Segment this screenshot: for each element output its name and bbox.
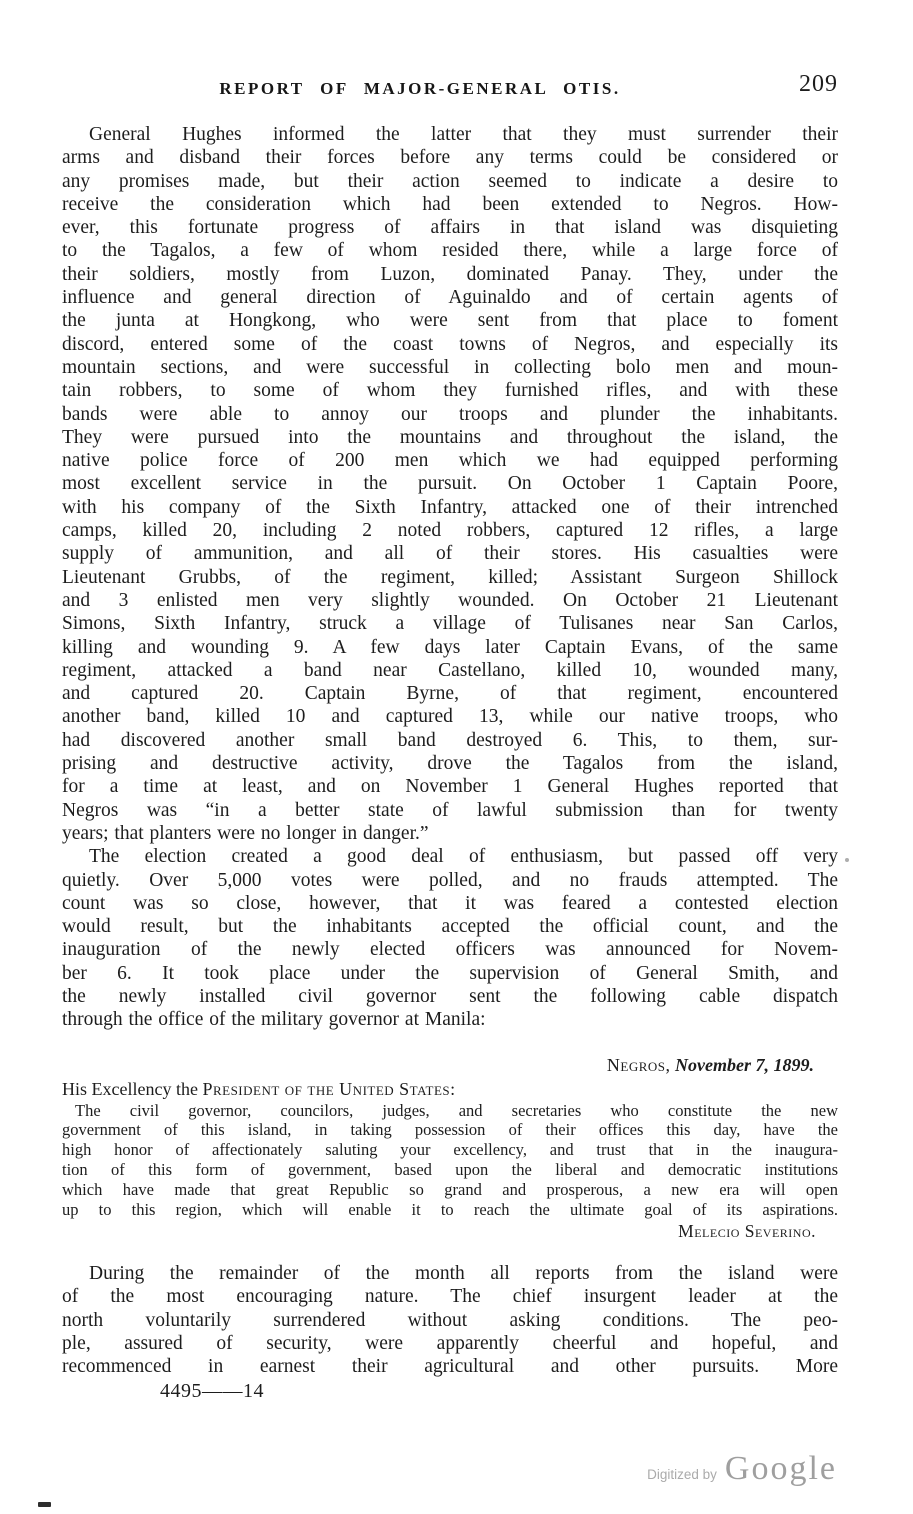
scan-artifact-dash (38, 1502, 51, 1507)
page-number: 209 (799, 71, 838, 97)
letter-salutation (62, 1078, 838, 1100)
text-line: north voluntarily surrendered without asking conditions. The peo- (62, 1309, 838, 1331)
paragraph-remainder-of-month (62, 1262, 838, 1378)
text-line: and captured 20. Captain Byrne, of that regiment, encountered (62, 683, 838, 705)
text-line: arms and disband their forces before any terms could be considered or (62, 147, 838, 169)
text-line: high honor of affectionately saluting your excellency, and trust that in the inaugura- (62, 1140, 838, 1160)
letter-signature: Melecio Severino. (678, 1221, 816, 1242)
cable-dispatch (62, 1054, 838, 1242)
text-line: ber 6. It took place under the supervision of General Smith, and (62, 962, 838, 984)
printer-signature-mark: 4495——14 (160, 1379, 264, 1402)
text-line: Negros was “in a better state of lawful submission than for twenty (62, 799, 838, 821)
text-line: influence and general direction of Aguinaldo and of certain agents of (62, 287, 838, 309)
letter-dateline (62, 1054, 838, 1076)
text-line: count was so close, however, that it was feared a contested election (62, 892, 838, 914)
text-line: During the remainder of the month all reports from the island were (89, 1263, 838, 1285)
letter-dateline-date: November 7, 1899. (675, 1054, 814, 1075)
text-line: receive the consideration which had been extended to Negros. How- (62, 193, 838, 215)
text-line: General Hughes informed the latter that they must surrender their (89, 124, 838, 145)
google-logo: Google (724, 1450, 837, 1487)
letter-salutation-prefix: His Excellency the (62, 1078, 198, 1099)
text-line: native police force of 200 men which we had equipped performing (62, 450, 838, 472)
text-line: inauguration of the newly elected officers was announced for Novem- (62, 939, 838, 961)
text-line: discord, entered some of the coast towns of Negros, and especially its (62, 333, 838, 355)
text-line: regiment, attacked a band near Castellano, killed 10, wounded many, (62, 659, 838, 681)
text-line: The election created a good deal of enthusiasm, but passed off very (89, 846, 838, 868)
letter-salutation-addressee: President of the United States: (202, 1078, 456, 1099)
text-line: bands were able to annoy our troops and plunder the inhabitants. (62, 403, 838, 425)
text-block (62, 70, 838, 1403)
page-header (62, 70, 838, 107)
scan-artifact-dot (845, 858, 849, 862)
digitized-by-google-watermark (647, 1450, 837, 1488)
text-line: years; that planters were no longer in danger.” (62, 822, 429, 844)
text-line: mountain sections, and were successful in collecting bolo men and moun- (62, 356, 838, 378)
text-line: The civil governor, councilors, judges, and secretaries who constitute the new (75, 1100, 838, 1120)
text-line: Simons, Sixth Infantry, struck a village of Tulisanes near San Carlos, (62, 613, 838, 635)
text-line: through the office of the military governor at Manila: (62, 1009, 486, 1031)
text-line: the junta at Hongkong, who were sent from that place to foment (62, 310, 838, 332)
text-line: They were pursued into the mountains and throughout the island, the (62, 426, 838, 448)
text-line: up to this region, which will enable it to reach the ultimate goal of its aspirations. (62, 1200, 838, 1220)
text-line: another band, killed 10 and captured 13, while our native troops, who (62, 706, 838, 728)
text-line: ever, this fortunate progress of affairs in that island was disquieting (62, 217, 838, 239)
text-line: with his company of the Sixth Infantry, attacked one of their intrenched (62, 496, 838, 518)
text-line: government of this island, in taking possession of their offices this day, have the (62, 1120, 838, 1140)
text-line: recommenced in earnest their agricultural and other pursuits. More (62, 1356, 838, 1378)
text-line: of the most encouraging nature. The chief insurgent leader at the (62, 1286, 838, 1308)
text-line: Lieutenant Grubbs, of the regiment, killed; Assistant Surgeon Shillock (62, 566, 838, 588)
text-line: and 3 enlisted men very slightly wounded. On October 21 Lieutenant (62, 589, 838, 611)
text-line: for a time at least, and on November 1 General Hughes reported that (62, 776, 838, 798)
text-line: which have made that great Republic so grand and prosperous, a new era will open (62, 1180, 838, 1200)
text-line: had discovered another small band destroyed 6. This, to them, sur- (62, 729, 838, 751)
text-line: camps, killed 20, including 2 noted robbers, captured 12 rifles, a large (62, 520, 838, 542)
text-line: the newly installed civil governor sent the following cable dispatch (62, 985, 838, 1007)
text-line: to the Tagalos, a few of whom resided there, while a large force of (62, 240, 838, 262)
letter-body (62, 1101, 838, 1220)
text-line: killing and wounding 9. A few days later Captain Evans, of the same (62, 636, 838, 658)
text-line: ple, assured of security, were apparently cheerful and hopeful, and (62, 1332, 838, 1354)
text-line: would result, but the inhabitants accepted the official count, and the (62, 916, 838, 938)
letter-dateline-place: Negros, (606, 1054, 671, 1075)
running-head-title: REPORT OF MAJOR-GENERAL OTIS. (219, 79, 621, 98)
text-line: any promises made, but their action seemed to indicate a desire to (62, 170, 838, 192)
paragraph-election (62, 845, 838, 1031)
text-line: quietly. Over 5,000 votes were polled, and no frauds attempted. The (62, 869, 838, 891)
text-line: tion of this form of government, based upon the liberal and democratic institutions (62, 1160, 838, 1180)
paragraph-general-hughes (62, 123, 838, 845)
text-line: supply of ammunition, and all of their stores. His casualties were (62, 543, 838, 565)
text-line: tain robbers, to some of whom they furnished rifles, and with these (62, 380, 838, 402)
text-line: their soldiers, mostly from Luzon, dominated Panay. They, under the (62, 263, 838, 285)
text-line: prising and destructive activity, drove the Tagalos from the island, (62, 753, 838, 775)
watermark-prefix-text: Digitized by (647, 1467, 717, 1482)
text-line: most excellent service in the pursuit. On October 1 Captain Poore, (62, 473, 838, 495)
